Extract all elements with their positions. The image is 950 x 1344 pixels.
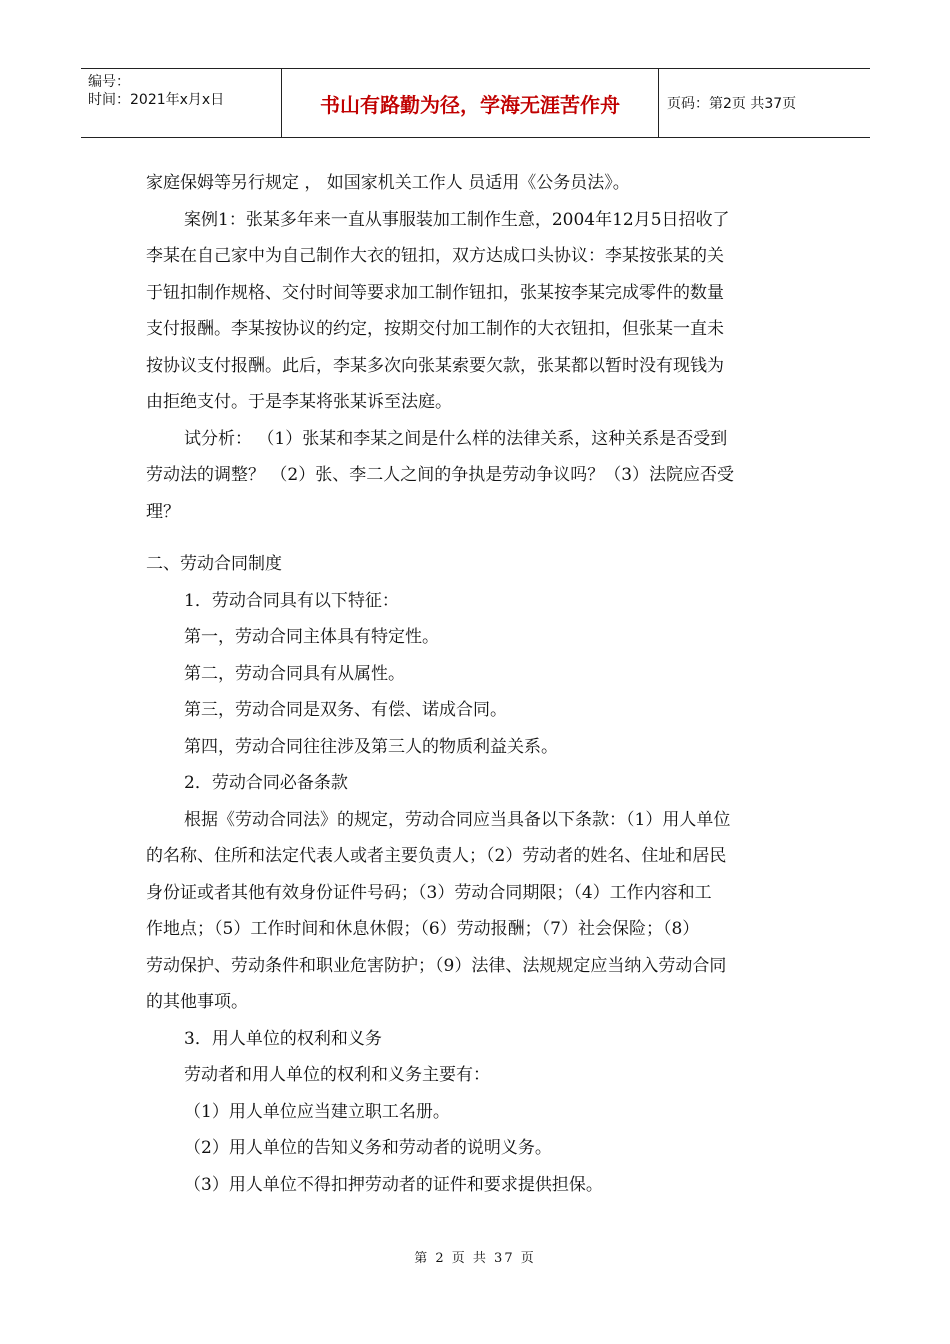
header-meta [81,69,282,137]
list-item: （1）用人单位应当建立职工名册。 [184,1101,450,1122]
paragraph-line: 身份证或者其他有效身份证件号码；（3）劳动合同期限；（4）工作内容和工 [146,882,712,903]
subsection-heading: 3．用人单位的权利和义务 [184,1028,382,1049]
header-motto: 书山有路勤为径，学海无涯苦作舟 [282,69,659,137]
paragraph-line: 按协议支付报酬。此后，李某多次向张某索要欠款，张某都以暂时没有现钱为 [146,355,724,376]
paragraph-line: 作地点；（5）工作时间和休息休假；（6）劳动报酬；（7）社会保险；（8） [146,919,700,939]
paragraph-line: 劳动者和用人单位的权利和义务主要有： [184,1065,490,1085]
document-body [146,165,811,1203]
paragraph-line: 由拒绝支付。于是李某将张某诉至法庭。 [146,392,452,412]
paragraph-line: 案例1：张某多年来一直从事服装加工制作生意，2004年12月5日招收了 [184,209,730,230]
list-item: 第二，劳动合同具有从属性。 [184,663,405,684]
list-item: 第一，劳动合同主体具有特定性。 [184,627,439,647]
number-label: 编号： [88,74,130,90]
paragraph-line: 李某在自己家中为自己制作大衣的钮扣，双方达成口头协议：李某按张某的关 [146,246,724,266]
page-header [81,68,870,138]
paragraph-line: 的名称、住所和法定代表人或者主要负责人；（2）劳动者的姓名、住址和居民 [146,846,727,866]
paragraph-line: 根据《劳动合同法》的规定，劳动合同应当具备以下条款：（1）用人单位 [184,809,731,830]
section-heading: 二、劳动合同制度 [146,554,282,574]
time-label: 时间：2021年x月x日 [88,92,225,108]
paragraph-line: 于钮扣制作规格、交付时间等要求加工制作钮扣，张某按李某完成零件的数量 [146,282,724,303]
list-item: 第三，劳动合同是双务、有偿、诺成合同。 [184,700,507,720]
list-item: （3）用人单位不得扣押劳动者的证件和要求提供担保。 [184,1174,603,1195]
section-gap [146,530,811,546]
subsection-heading: 1．劳动合同具有以下特征： [184,590,399,611]
list-item: 第四，劳动合同往往涉及第三人的物质利益关系。 [184,736,558,757]
list-item: （2）用人单位的告知义务和劳动者的说明义务。 [184,1138,552,1158]
page-footer: 第 2 页 共 37 页 [414,1251,536,1266]
paragraph-line: 试分析： （1）张某和李某之间是什么样的法律关系，这种关系是否受到 [184,428,728,449]
paragraph-line: 的其他事项。 [146,992,248,1012]
subsection-heading: 2．劳动合同必备条款 [184,773,348,793]
header-page-info: 页码：第2页 共37页 [667,96,797,112]
paragraph-line: 支付报酬。李某按协议的约定，按期交付加工制作的大衣钮扣，但张某一直未 [146,319,724,339]
paragraph-line: 理？ [146,501,180,522]
paragraph-line: 劳动法的调整？ （2）张、李二人之间的争执是劳动争议吗？（3）法院应否受 [146,465,735,485]
paragraph-line: 家庭保姆等另行规定 ， 如国家机关工作人 员适用《公务员法》。 [146,173,630,193]
paragraph-line: 劳动保护、劳动条件和职业危害防护；（9）法律、法规规定应当纳入劳动合同 [146,955,727,976]
